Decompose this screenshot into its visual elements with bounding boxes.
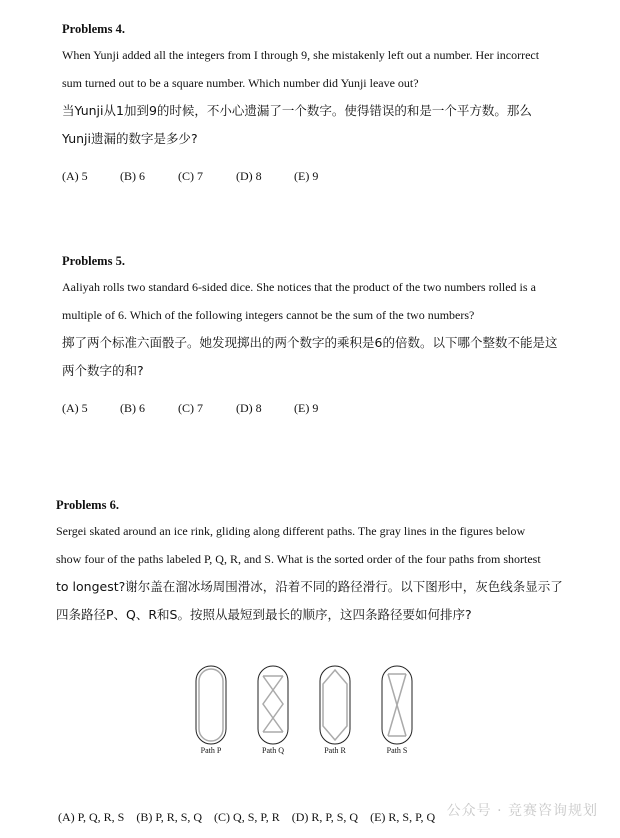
choice-c: (C) 7	[178, 401, 203, 415]
rink-q	[258, 666, 288, 744]
choice-c: (C) 7	[178, 169, 203, 183]
choice-a: (A) P, Q, R, S	[58, 810, 125, 824]
answer-choices	[62, 169, 582, 184]
rink-r	[320, 666, 350, 744]
choice-a: (A) 5	[62, 401, 88, 415]
problem-text: Sergei skated around an ice rink, gliding along different paths. The gray lines in the figures below	[56, 524, 526, 538]
choice-d: (D) R, P, S, Q	[291, 810, 359, 824]
choice-e: (E) 9	[294, 401, 319, 415]
answer-choices	[62, 401, 582, 416]
rink-p	[196, 666, 226, 744]
choice-e: (E) R, S, P, Q	[370, 810, 436, 824]
problem-text: show four of the paths labeled P, Q, R, and S. What is the sorted order of the four paths from shortest	[56, 552, 541, 566]
problem-5	[62, 254, 582, 416]
watermark: 公众号 · 竞赛咨询规划	[446, 803, 598, 819]
choice-b: (B) 6	[120, 401, 145, 415]
path-label-s: Path S	[386, 746, 408, 755]
choice-d: (D) 8	[236, 169, 262, 183]
problem-text: When Yunji added all the integers from I through 9, she mistakenly left out a number. Her incorrect	[62, 48, 540, 62]
problem-4	[62, 22, 582, 184]
problem-text-zh: 四条路径P、Q、R和S。按照从最短到最长的顺序，这四条路径要如何排序?	[56, 607, 472, 622]
problem-6	[56, 498, 576, 629]
path-label-r: Path R	[324, 746, 346, 755]
path-label-p: Path P	[200, 746, 222, 755]
choice-a: (A) 5	[62, 169, 88, 183]
problem-text-zh: 当Yunji从1加到9的时候，不小心遗漏了一个数字。使得错误的和是一个平方数。那么	[62, 103, 532, 118]
rink-s	[382, 666, 412, 744]
problem-text-zh: 掷了两个标准六面骰子。她发现掷出的两个数字的乘积是6的倍数。以下哪个整数不能是这	[62, 335, 558, 350]
path-label-q: Path Q	[262, 746, 284, 755]
problem-text-mixed: to longest?谢尔盖在溜冰场周围滑冰，沿着不同的路径滑行。以下图形中，灰色线条显示了	[56, 579, 563, 594]
problem-text-zh: 两个数字的和?	[62, 363, 144, 378]
problem-heading: Problems 6.	[56, 498, 119, 512]
choice-c: (C) Q, S, P, R	[214, 810, 280, 824]
problem-text: sum turned out to be a square number. Which number did Yunji leave out?	[62, 76, 419, 90]
problem-heading: Problems 5.	[62, 254, 125, 268]
problem-text: Aaliyah rolls two standard 6-sided dice. She notices that the product of the two numbers rolled is a	[62, 280, 536, 294]
problem-text-zh: Yunji遗漏的数字是多少?	[62, 131, 198, 146]
choice-b: (B) P, R, S, Q	[136, 810, 203, 824]
answer-choices	[58, 810, 447, 825]
choice-e: (E) 9	[294, 169, 319, 183]
choice-d: (D) 8	[236, 401, 262, 415]
rink-paths-figure	[192, 664, 424, 760]
choice-b: (B) 6	[120, 169, 145, 183]
rink-paths-drawing	[192, 664, 424, 746]
problem-heading: Problems 4.	[62, 22, 125, 36]
problem-text: multiple of 6. Which of the following integers cannot be the sum of the two numbers?	[62, 308, 475, 322]
